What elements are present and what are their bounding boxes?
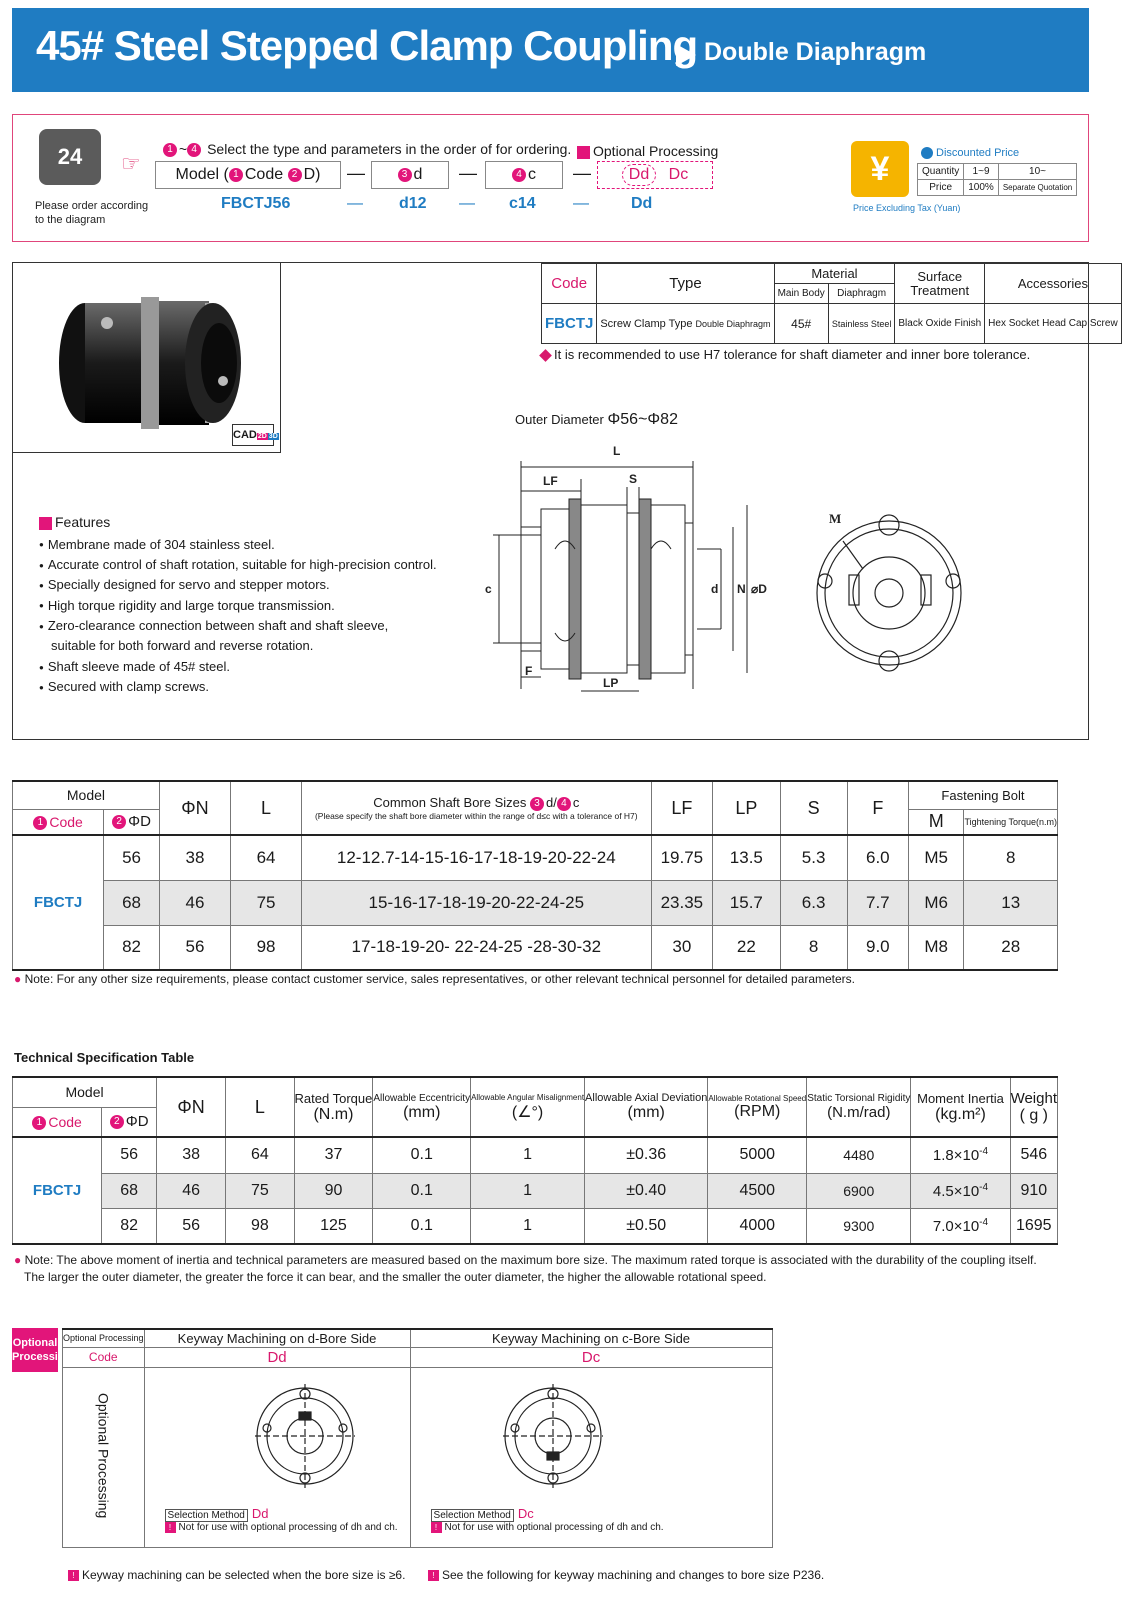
col-speed bbox=[708, 1077, 807, 1137]
cell-weight: 546 bbox=[1010, 1137, 1057, 1173]
example-c: c14 bbox=[509, 195, 536, 212]
info-icon: ! bbox=[431, 1522, 442, 1533]
c-field-box bbox=[485, 161, 563, 189]
price-cell: Quantity bbox=[918, 164, 964, 180]
bullet-4: 4 bbox=[187, 143, 201, 157]
dim-F: F bbox=[525, 664, 533, 678]
outer-diameter-label: Outer Diameter bbox=[515, 412, 604, 427]
order-note-line1: Please order according bbox=[35, 200, 149, 212]
col-model: Model bbox=[13, 1077, 157, 1107]
type-header-main-body: Main Body bbox=[774, 284, 828, 304]
model-box-code: Code bbox=[244, 166, 284, 183]
bottom-note-2-text: See the following for keyway machining and changes to bore size P236. bbox=[442, 1568, 825, 1582]
phone-24-text: 24 bbox=[57, 144, 83, 169]
cell-weight: 910 bbox=[1010, 1173, 1057, 1208]
col-phiN: ΦN bbox=[157, 1077, 226, 1137]
inertia-base: 1.8×10 bbox=[932, 1147, 980, 1165]
col-weight bbox=[1010, 1077, 1057, 1137]
example-model: FBCTJ56 bbox=[221, 195, 291, 212]
cell-torque: 37 bbox=[294, 1137, 373, 1173]
cell-D: 82 bbox=[104, 925, 160, 970]
opt-col1-title: Keyway Machining on d-Bore Side bbox=[144, 1329, 410, 1347]
feature-item: ● High torque rigidity and large torque transmission. bbox=[39, 596, 437, 616]
row-code: FBCTJ bbox=[13, 1137, 102, 1244]
col-rated-torque bbox=[294, 1077, 373, 1137]
table-row bbox=[13, 835, 1058, 880]
col-bolt: Fastening Bolt bbox=[908, 781, 1057, 809]
cad-label: CAD bbox=[233, 429, 257, 441]
col-phiN: ΦN bbox=[159, 781, 230, 835]
col-L: L bbox=[226, 1077, 294, 1137]
col-phiD-text: ΦD bbox=[128, 813, 151, 831]
example-dash-1: — bbox=[347, 195, 363, 212]
cell-LP: 15.7 bbox=[713, 880, 780, 925]
cell-D: 56 bbox=[102, 1137, 157, 1173]
cell-L: 75 bbox=[226, 1173, 294, 1208]
cell-LF: 19.75 bbox=[651, 835, 713, 880]
dim-LP: LP bbox=[603, 676, 619, 690]
tech-table-title: Technical Specification Table bbox=[14, 1050, 195, 1065]
pink-square-icon bbox=[39, 517, 52, 530]
cell-T: 28 bbox=[964, 925, 1058, 970]
type-value bbox=[597, 304, 774, 344]
ecc-unit: (mm) bbox=[403, 1103, 441, 1121]
opt-col1-note bbox=[145, 1522, 410, 1533]
col-rigidity bbox=[807, 1077, 911, 1137]
cell-axial: ±0.40 bbox=[585, 1173, 708, 1208]
bullet-3: 3 bbox=[398, 168, 412, 182]
dim-c: c bbox=[485, 582, 492, 596]
bullet-model-2: 2 bbox=[288, 168, 302, 182]
type-value-2: Double Diaphragm bbox=[695, 318, 771, 329]
info-icon: ! bbox=[428, 1570, 439, 1581]
front-view-diagram bbox=[803, 501, 973, 677]
selection-code: Dc bbox=[517, 1505, 534, 1521]
c-box-text: c bbox=[528, 166, 536, 183]
col-torque: Tightening Torque(n.m) bbox=[964, 809, 1058, 835]
dash-3: — bbox=[573, 163, 591, 183]
row-code: FBCTJ bbox=[13, 835, 104, 970]
inertia-unit: (kg.m²) bbox=[935, 1105, 986, 1123]
col-LF: LF bbox=[651, 781, 713, 835]
cad-3d: 3D bbox=[268, 433, 278, 440]
bullet-1: 1 bbox=[33, 816, 47, 830]
cell-weight: 1695 bbox=[1010, 1208, 1057, 1244]
bore-c: c bbox=[572, 795, 580, 811]
inertia-exp: -4 bbox=[979, 1146, 989, 1158]
discounted-price-label bbox=[921, 147, 1019, 159]
cell-D: 56 bbox=[104, 835, 160, 880]
weight-title: Weight bbox=[1010, 1089, 1057, 1107]
diamond-icon bbox=[539, 349, 552, 362]
bottom-note-1-text: Keyway machining can be selected when the bore size is ≥6. bbox=[82, 1568, 406, 1582]
diaphragm-value: Stainless Steel bbox=[828, 304, 895, 344]
tech-note-line2: The larger the outer diameter, the greater the force it can bear, and the smaller the outer diameter, the higher the allowable rotational speed. bbox=[24, 1270, 767, 1284]
info-icon: ! bbox=[165, 1522, 176, 1533]
cell-N: 46 bbox=[159, 880, 230, 925]
rig-unit: (N.m/rad) bbox=[827, 1104, 891, 1121]
col-code-text: Code bbox=[49, 813, 83, 830]
cell-S: 6.3 bbox=[780, 880, 847, 925]
cell-L: 98 bbox=[231, 925, 302, 970]
cell-ang: 1 bbox=[471, 1173, 585, 1208]
cell-ang: 1 bbox=[471, 1137, 585, 1173]
page-subtitle: Double Diaphragm bbox=[704, 38, 927, 66]
cell-F: 6.0 bbox=[847, 835, 908, 880]
optional-processing-table bbox=[62, 1328, 773, 1548]
cell-N: 56 bbox=[157, 1208, 226, 1244]
type-header-diaphragm: Diaphragm bbox=[828, 284, 895, 304]
cell-bore: 17-18-19-20- 22-24-25 -28-30-32 bbox=[302, 925, 651, 970]
opt-col2-code: Dc bbox=[410, 1347, 772, 1367]
main-body-value: 45# bbox=[774, 304, 828, 344]
col-F: F bbox=[847, 781, 908, 835]
dim-LF: LF bbox=[543, 474, 558, 488]
bullet-2: 2 bbox=[112, 815, 126, 829]
col-L: L bbox=[231, 781, 302, 835]
selection-method-label: Selection Method bbox=[165, 1509, 248, 1522]
info-icon: ! bbox=[68, 1570, 79, 1581]
opt-col1-code: Dd bbox=[144, 1347, 410, 1367]
ang-title: Allowable Angular Misalignment bbox=[471, 1092, 585, 1102]
col-angular bbox=[471, 1077, 585, 1137]
type-table bbox=[541, 263, 1122, 344]
cell-axial: ±0.36 bbox=[585, 1137, 708, 1173]
ang-unit: (∠°) bbox=[511, 1103, 544, 1121]
dimensions-table bbox=[12, 780, 1058, 971]
optional-processing-badge bbox=[12, 1328, 72, 1372]
dc-box-text: Dc bbox=[668, 166, 689, 183]
cell-LF: 23.35 bbox=[651, 880, 713, 925]
instruction-text: Select the type and parameters in the order of for ordering. bbox=[207, 141, 572, 157]
col-phiD bbox=[104, 809, 160, 835]
tech-note: ● Note: The above moment of inertia and technical parameters are measured based on the maximum bore size. The maximum rated torque is associated with the durability of the coupling itself. The larger the outer diameter, the greater the force it can bear, and the smaller the outer diameter, the higher the allowable rotational speed. bbox=[14, 1253, 1037, 1284]
page-title: 45# Steel Stepped Clamp Coupling bbox=[36, 22, 698, 69]
outer-diameter bbox=[515, 411, 678, 429]
optional-processing-text: Optional Processing bbox=[593, 143, 719, 159]
tech-note-line1: Note: The above moment of inertia and technical parameters are measured based on the maximum bore size. The maximum rated torque is associated with the durability of the coupling itself. bbox=[24, 1253, 1037, 1267]
bullet-sep: ~ bbox=[179, 141, 188, 157]
col-inertia bbox=[911, 1077, 1010, 1137]
example-dash-2: — bbox=[459, 195, 475, 212]
opt-col2-title: Keyway Machining on c-Bore Side bbox=[410, 1329, 772, 1347]
col-axial bbox=[585, 1077, 708, 1137]
badge-line2: Processing bbox=[12, 1351, 72, 1363]
bullet-1: 1 bbox=[163, 143, 177, 157]
inertia-base: 4.5×10 bbox=[932, 1182, 980, 1200]
cell-L: 64 bbox=[231, 835, 302, 880]
opt-header-code: Code bbox=[63, 1347, 145, 1367]
cell-M: M8 bbox=[908, 925, 963, 970]
tech-spec-table bbox=[12, 1076, 1058, 1245]
cell-inertia bbox=[911, 1208, 1010, 1244]
order-note-line2: to the diagram bbox=[35, 214, 106, 226]
rig-title: Static Torsional Rigidity bbox=[807, 1093, 911, 1104]
features-list bbox=[39, 513, 437, 697]
price-cell: Price bbox=[918, 180, 964, 196]
feature-item: ● Specially designed for servo and stepper motors. bbox=[39, 575, 437, 595]
weight-unit: ( g ) bbox=[1019, 1106, 1049, 1124]
cell-torque: 125 bbox=[294, 1208, 373, 1244]
cell-M: M6 bbox=[908, 880, 963, 925]
table-row bbox=[13, 925, 1058, 970]
cell-N: 46 bbox=[157, 1173, 226, 1208]
cell-LF: 30 bbox=[651, 925, 713, 970]
keyway-d-diagram bbox=[245, 1376, 365, 1496]
cell-F: 7.7 bbox=[847, 880, 908, 925]
type-value-1: Screw Clamp Type bbox=[600, 317, 693, 330]
d-box-text: d bbox=[413, 166, 423, 183]
price-cell: 1~9 bbox=[964, 164, 999, 180]
table-row bbox=[13, 1173, 1058, 1208]
table-row bbox=[13, 1137, 1058, 1173]
bore-title: Common Shaft Bore Sizes bbox=[373, 795, 527, 811]
product-photo bbox=[13, 263, 281, 453]
opt-vertical-label: Optional Processing bbox=[95, 1392, 112, 1519]
order-note bbox=[35, 199, 155, 227]
cell-L: 64 bbox=[226, 1137, 294, 1173]
inertia-exp: -4 bbox=[979, 1181, 989, 1193]
cell-rig: 6900 bbox=[807, 1173, 911, 1208]
model-box-pre: Model ( bbox=[175, 166, 229, 183]
col-phiD-text: ΦD bbox=[125, 1113, 149, 1131]
cell-D: 68 bbox=[104, 880, 160, 925]
cell-LP: 22 bbox=[713, 925, 780, 970]
bullet-3: 3 bbox=[530, 797, 544, 811]
cell-bore: 12-12.7-14-15-16-17-18-19-20-22-24 bbox=[302, 835, 651, 880]
price-cell: 100% bbox=[964, 180, 999, 196]
speed-unit: (RPM) bbox=[734, 1102, 781, 1120]
inertia-base: 7.0×10 bbox=[932, 1217, 980, 1235]
opt-col2-note bbox=[411, 1522, 772, 1533]
cell-ecc: 0.1 bbox=[373, 1208, 471, 1244]
cell-rig: 4480 bbox=[807, 1137, 911, 1173]
cell-speed: 4500 bbox=[708, 1173, 807, 1208]
cell-D: 68 bbox=[102, 1173, 157, 1208]
features-title bbox=[39, 513, 437, 533]
order-instruction bbox=[163, 141, 571, 157]
col-LP: LP bbox=[713, 781, 780, 835]
ecc-title: Allowable Eccentricity bbox=[373, 1092, 471, 1104]
dash-1: — bbox=[347, 163, 365, 183]
cell-rig: 9300 bbox=[807, 1208, 911, 1244]
bullet-4: 4 bbox=[557, 797, 571, 811]
dim-N: N bbox=[737, 582, 746, 596]
dim-D: ⌀D bbox=[751, 582, 767, 596]
price-cell: 10~ bbox=[998, 164, 1076, 180]
feature-item: ● Secured with clamp screws. bbox=[39, 677, 437, 697]
price-cell: Separate Quotation bbox=[998, 180, 1076, 196]
dim-d: d bbox=[711, 582, 719, 596]
inertia-exp: -4 bbox=[979, 1216, 989, 1228]
surface-value: Black Oxide Finish bbox=[895, 304, 985, 344]
bore-note: (Please specify the shaft bore diameter within the range of d≤c with a tolerance of H7) bbox=[314, 810, 638, 821]
cad-2d: 2D bbox=[257, 433, 267, 440]
discounted-price-text: Discounted Price bbox=[936, 147, 1020, 159]
rated-unit: (N.m) bbox=[313, 1105, 354, 1123]
cell-speed: 4000 bbox=[708, 1208, 807, 1244]
optional-code-box bbox=[597, 161, 713, 189]
arrow-right-icon bbox=[676, 44, 696, 66]
dim-L: L bbox=[613, 444, 621, 458]
col1-note-text: Not for use with optional processing of dh and ch. bbox=[178, 1521, 398, 1533]
type-header-type: Type bbox=[597, 264, 774, 304]
cell-M: M5 bbox=[908, 835, 963, 880]
bullet-4b: 4 bbox=[512, 168, 526, 182]
example-dash-3: — bbox=[573, 195, 589, 212]
type-header-surface bbox=[895, 264, 985, 304]
cell-L: 75 bbox=[231, 880, 302, 925]
opt-col1-selection bbox=[145, 1506, 410, 1522]
cell-ang: 1 bbox=[471, 1208, 585, 1244]
side-view-diagram bbox=[481, 439, 781, 699]
dims-note-text: Note: For any other size requirements, please contact customer service, sales representatives, or other relevant technical personnel for detailed parameters. bbox=[24, 972, 856, 986]
pointing-hand-icon: ☞ bbox=[121, 151, 141, 176]
feature-item: ● Shaft sleeve made of 45# steel. bbox=[39, 657, 437, 677]
type-header-material: Material bbox=[774, 264, 895, 284]
cell-ecc: 0.1 bbox=[373, 1137, 471, 1173]
col-bore bbox=[302, 781, 651, 835]
opt-header-label: Optional Processing bbox=[63, 1329, 145, 1347]
cell-N: 56 bbox=[159, 925, 230, 970]
surface-line1: Surface bbox=[917, 268, 963, 284]
bullet-1: 1 bbox=[32, 1116, 46, 1130]
phone-24-icon bbox=[39, 129, 101, 185]
cell-L: 98 bbox=[226, 1208, 294, 1244]
cell-N: 38 bbox=[159, 835, 230, 880]
opt-vertical-cell bbox=[63, 1367, 145, 1547]
price-excluding-tax: Price Excluding Tax (Yuan) bbox=[853, 203, 961, 213]
yuan-glyph: ¥ bbox=[870, 150, 890, 188]
type-header-code: Code bbox=[542, 264, 597, 304]
cell-T: 8 bbox=[964, 835, 1058, 880]
col-S: S bbox=[780, 781, 847, 835]
feature-item: ● Accurate control of shaft rotation, suitable for high-precision control. bbox=[39, 555, 437, 575]
outer-diameter-value: Φ56~Φ82 bbox=[607, 411, 678, 428]
cell-S: 5.3 bbox=[780, 835, 847, 880]
product-panel bbox=[12, 262, 1118, 740]
page-header bbox=[12, 8, 1089, 92]
bottom-note-2 bbox=[428, 1568, 824, 1582]
recommendation-note bbox=[541, 347, 1030, 362]
bottom-note-1 bbox=[68, 1568, 405, 1582]
cell-bore: 15-16-17-18-19-20-22-24-25 bbox=[302, 880, 651, 925]
selection-method-label: Selection Method bbox=[431, 1509, 514, 1522]
cell-axial: ±0.50 bbox=[585, 1208, 708, 1244]
cell-N: 38 bbox=[157, 1137, 226, 1173]
example-d: d12 bbox=[399, 195, 427, 212]
keyway-c-diagram bbox=[493, 1376, 613, 1496]
col-phiD bbox=[102, 1107, 157, 1137]
cell-D: 82 bbox=[102, 1208, 157, 1244]
col2-note-text: Not for use with optional processing of dh and ch. bbox=[444, 1521, 664, 1533]
model-field-box bbox=[155, 161, 341, 189]
optional-processing-label bbox=[577, 143, 718, 159]
dim-M: M bbox=[829, 511, 842, 526]
col-M: M bbox=[908, 809, 963, 835]
features-title-text: Features bbox=[55, 514, 111, 530]
yuan-icon bbox=[851, 141, 909, 197]
dim-S: S bbox=[629, 472, 638, 486]
feature-item: suitable for both forward and reverse rotation. bbox=[51, 638, 314, 654]
cell-torque: 90 bbox=[294, 1173, 373, 1208]
surface-line2: Treatment bbox=[910, 282, 970, 298]
badge-line1: Optional bbox=[12, 1337, 58, 1349]
pink-square-icon bbox=[577, 146, 590, 159]
cell-F: 9.0 bbox=[847, 925, 908, 970]
accessories-value: Hex Socket Head Cap Screw bbox=[985, 304, 1122, 344]
table-row bbox=[13, 1208, 1058, 1244]
col-code bbox=[13, 809, 104, 835]
selection-code: Dd bbox=[251, 1505, 269, 1521]
col-model: Model bbox=[13, 781, 160, 809]
opt-col2-selection bbox=[411, 1506, 772, 1522]
col-eccentricity bbox=[373, 1077, 471, 1137]
rated-title: Rated Torque bbox=[294, 1090, 373, 1106]
cell-S: 8 bbox=[780, 925, 847, 970]
ordering-panel bbox=[12, 114, 1089, 242]
col-code-text: Code bbox=[48, 1113, 82, 1130]
inertia-title: Moment Inertia bbox=[917, 1090, 1004, 1106]
feature-item: ● Zero-clearance connection between shaft and shaft sleeve, bbox=[39, 616, 437, 636]
example-opt: Dd bbox=[631, 195, 653, 212]
table-row bbox=[13, 880, 1058, 925]
bore-d: d/ bbox=[546, 795, 557, 811]
bullet-model-1: 1 bbox=[229, 168, 243, 182]
cell-speed: 5000 bbox=[708, 1137, 807, 1173]
cell-inertia bbox=[911, 1137, 1010, 1173]
cell-T: 13 bbox=[964, 880, 1058, 925]
axial-unit: (mm) bbox=[627, 1104, 665, 1121]
type-code-value: FBCTJ bbox=[542, 304, 597, 344]
dd-box-text: Dd bbox=[622, 164, 656, 186]
dims-note: ● Note: For any other size requirements, please contact customer service, sales representatives, or other relevant technical personnel for detailed parameters. bbox=[14, 972, 856, 986]
cell-LP: 13.5 bbox=[713, 835, 780, 880]
blue-dot-icon bbox=[921, 147, 933, 159]
model-box-d: D) bbox=[303, 166, 321, 183]
cad-badge bbox=[232, 424, 278, 446]
col-code bbox=[13, 1107, 102, 1137]
axial-title: Allowable Axial Deviation bbox=[585, 1092, 708, 1104]
speed-title: Allowable Rotational Speed bbox=[708, 1093, 807, 1103]
price-table bbox=[917, 163, 1077, 196]
bullet-2: 2 bbox=[110, 1115, 124, 1129]
type-header-accessories: Accessories bbox=[985, 264, 1122, 304]
cell-inertia bbox=[911, 1173, 1010, 1208]
feature-item: ● Membrane made of 304 stainless steel. bbox=[39, 535, 437, 555]
cell-ecc: 0.1 bbox=[373, 1173, 471, 1208]
opt-col1-body bbox=[144, 1367, 410, 1547]
d-field-box bbox=[371, 161, 449, 189]
recommendation-text: It is recommended to use H7 tolerance for shaft diameter and inner bore tolerance. bbox=[554, 347, 1031, 362]
dash-2: — bbox=[459, 163, 477, 183]
opt-col2-body bbox=[410, 1367, 772, 1547]
